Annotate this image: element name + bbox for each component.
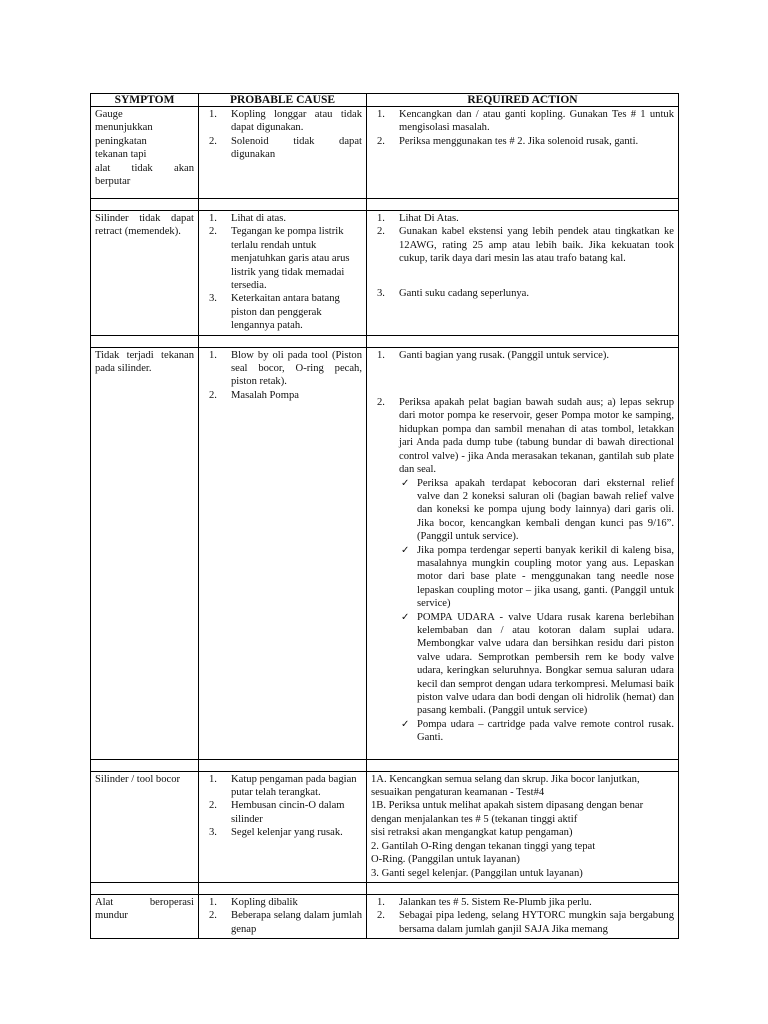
table-row <box>91 107 679 199</box>
action-cell <box>367 771 679 882</box>
list-item: 1. Blow by oli pada tool (Piston seal bocor, O-ring pecah, piston retak). <box>209 349 362 388</box>
list-item: 1. Lihat Di Atas. <box>377 213 459 224</box>
cause-cell <box>199 347 367 759</box>
list-item: 1. Katup pengaman pada bagian putar telah terangkat. <box>209 773 357 799</box>
action-line: 3. Ganti segel kelenjar. (Panggilan untuk layanan) <box>371 867 583 879</box>
checklist-item: ✓ POMPA UDARA - valve Udara rusak karena berlebihan kelembaban dan / atau kotoran dalam suplai udara. Membongkar valve udara dan bersihkan residu dari piston valve udara. Semprotkan pembersih rem ke body valve udara, keringkan seluruhnya. Bongkar semua saluran udara kecil dan semprot dengan udara terkompresi. Melumasi baik piston valve udara dan bodi dengan oli hidrolik (hemat) dan pasang kembali. (Panggil untuk service) <box>401 611 674 717</box>
list-item: 1. Kopling dibalik <box>209 896 298 908</box>
action-line: sisi retraksi akan mengangkat katup pengaman) <box>371 827 573 839</box>
symptom-line: berputar <box>95 176 131 188</box>
symptom-cell: Silinder tidak dapat retract (memendek). <box>91 211 199 336</box>
cause-cell <box>199 107 367 199</box>
check-icon: ✓ <box>401 477 410 489</box>
cause-cell <box>199 211 367 336</box>
list-item: 1. Kopling longgar atau tidak dapat digunakan. <box>209 109 362 134</box>
header-required-action: REQUIRED ACTION <box>367 94 679 107</box>
list-item: 2. Periksa apakah pelat bagian bawah sudah aus; a) lepas sekrup dari motor pompa ke reservoir, geser Pompa motor ke samping, hidupkan pompa dan sambil menahan di atas tombol, letakkan jari Anda pada dump tube (tabung bundar di bawah directional control valve) - jika Anda merasakan tekanan, gantilah sub plate dan seal. <box>377 397 674 476</box>
list-item: 1. Kencangkan dan / atau ganti kopling. Gunakan Tes # 1 untuk mengisolasi masalah. <box>377 109 674 134</box>
list-item: 2. Hembusan cincin-O dalam silinder <box>209 800 345 825</box>
action-line: O-Ring. (Panggilan untuk layanan) <box>371 854 520 866</box>
list-item: 2. Solenoid tidak dapat digunakan <box>209 135 362 161</box>
spacer-row <box>91 199 679 211</box>
table-row <box>91 347 679 759</box>
cause-cell <box>199 771 367 882</box>
list-item: 3. Ganti suku cadang seperlunya. <box>377 287 530 299</box>
check-icon: ✓ <box>401 611 410 623</box>
symptom-line: tekanan tapi <box>95 149 147 161</box>
table-row <box>91 894 679 938</box>
list-item: 2. Tegangan ke pompa listrik terlalu rendah untuk menjatuhkan garis atau arus listrik yang tidak memadai tersedia. <box>209 226 350 292</box>
header-symptom: SYMPTOM <box>91 94 199 107</box>
action-line: 1B. Periksa untuk melihat apakah sistem dipasang dengan benar dengan menjalankan tes # 5 (tekanan tinggi aktif <box>371 800 644 825</box>
list-item: 1. Ganti bagian yang rusak. (Panggil untuk service). <box>377 349 610 361</box>
action-cell <box>367 347 679 759</box>
checklist-item: ✓ Pompa udara – cartridge pada valve remote control rusak. Ganti. <box>401 718 674 744</box>
list-item: 3. Keterkaitan antara batang piston dan penggerak lengannya patah. <box>209 293 340 332</box>
symptom-cell <box>91 107 199 199</box>
symptom-line: alat tidak akan <box>95 162 194 174</box>
table-row <box>91 771 679 882</box>
checklist-item: ✓ Jika pompa terdengar seperti banyak kerikil di kaleng bisa, masalahnya mungkin coupling motor yang aus. Lepaskan motor dari base plate - menggunakan tang needle nose lepaskan coupling motor – jika usang, ganti. (Panggil untuk service) <box>401 544 674 610</box>
symptom-cell: Tidak terjadi tekanan pada silinder. <box>91 347 199 759</box>
symptom-line: peningkatan <box>95 135 147 147</box>
header-row <box>91 94 679 107</box>
symptom-line: menunjukkan <box>95 122 153 134</box>
list-item: 2. Sebagai pipa ledeng, selang HYTORC mungkin saja bergabung bersama dalam jumlah ganjil SAJA Jika memang <box>377 910 674 935</box>
spacer-row <box>91 335 679 347</box>
action-line: 2. Gantilah O-Ring dengan tekanan tinggi yang tepat <box>371 840 596 852</box>
list-item: 2. Beberapa selang dalam jumlah genap <box>209 910 362 935</box>
action-cell <box>367 211 679 336</box>
list-item: 2. Masalah Pompa <box>209 389 299 401</box>
spacer-row <box>91 882 679 894</box>
symptom-line: Gauge <box>95 109 123 120</box>
check-icon: ✓ <box>401 718 410 730</box>
action-cell <box>367 107 679 199</box>
troubleshooting-table <box>90 93 679 939</box>
table-row <box>91 211 679 336</box>
check-icon: ✓ <box>401 544 410 556</box>
list-item: 2. Gunakan kabel ekstensi yang lebih pendek atau tingkatkan ke 12AWG, rating 25 amp atau lebih baik. Jika kekuatan took cukup, tarik daya dari mesin las atau trafo batang kal. <box>377 226 674 265</box>
spacer-row <box>91 759 679 771</box>
list-item: 1. Lihat di atas. <box>209 213 287 224</box>
list-item: 2. Periksa menggunakan tes # 2. Jika solenoid rusak, ganti. <box>377 135 639 147</box>
list-item: 1. Jalankan tes # 5. Sistem Re-Plumb jika perlu. <box>377 896 592 908</box>
header-probable-cause: PROBABLE CAUSE <box>199 94 367 107</box>
list-item: 3. Segel kelenjar yang rusak. <box>209 827 343 839</box>
cause-cell <box>199 894 367 938</box>
symptom-cell: Alat beroperasi mundur <box>91 894 199 938</box>
checklist-item: ✓ Periksa apakah terdapat kebocoran dari eksternal relief valve dan 2 koneksi saluran oli (bagian bawah relief valve dan koneksi ke pompa ujung body lainnya) dari garis oli. Jika bocor, kencangkan kembali dengan kunci pas 9/16”. (Panggil untuk service). <box>401 477 674 543</box>
symptom-cell: Silinder / tool bocor <box>91 771 199 882</box>
action-line: 1A. Kencangkan semua selang dan skrup. Jika bocor lanjutkan, sesuaikan pengaturan keamanan - Test#4 <box>371 773 640 799</box>
action-cell <box>367 894 679 938</box>
